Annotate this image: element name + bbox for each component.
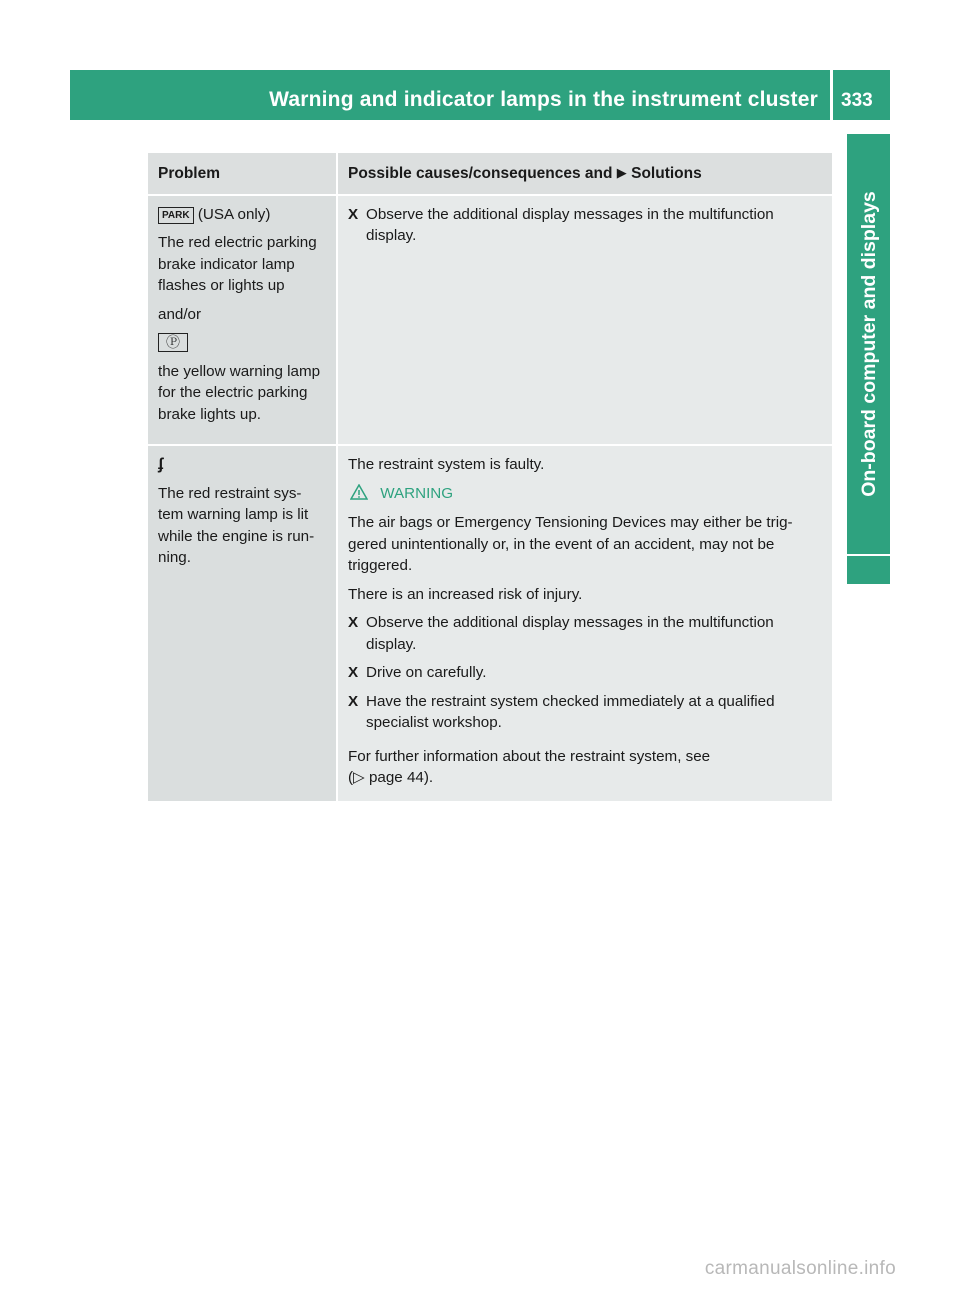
solution-step: [348, 612, 822, 655]
step-marker-icon: X: [348, 692, 359, 710]
section-side-tab: [847, 134, 890, 554]
side-tab-marker: [847, 556, 890, 584]
further-info-text: For further information about the restraint system, see: [348, 747, 711, 765]
solution-step: [348, 662, 822, 684]
page-reference-link[interactable]: (▷ page 44).: [348, 769, 434, 786]
warning-triangle-icon: [350, 484, 368, 500]
problem-connector: and/or: [158, 305, 202, 323]
column-header-solutions-label: Possible causes/consequences and: [348, 165, 613, 182]
cause-text: The restraint system is faulty.: [348, 456, 545, 473]
problem-icon-line: [158, 454, 326, 476]
risk-text: There is an increased risk of injury.: [348, 585, 583, 603]
warning-label: WARNING: [380, 484, 454, 502]
column-header-solutions-suffix: Solutions: [631, 165, 702, 182]
step-text: Have the restraint system checked immediately at a qualified specialist workshop.: [366, 692, 775, 731]
column-header-solutions: [337, 153, 832, 195]
problem-text: The red electric parking brake indicator lamp flashes or lights up: [158, 234, 317, 294]
parking-brake-p-icon: Ⓟ: [158, 333, 188, 352]
step-text: Observe the additional display messages in the multifunction display.: [366, 614, 774, 653]
lamp-table: [148, 153, 832, 803]
page-number-box: [833, 70, 890, 120]
warning-text: The air bags or Emergency Tensioning Devices may either be trig-gered unintentionally or, in the event of an accident, may not be triggered.: [348, 514, 793, 574]
solution-cell: [337, 195, 832, 446]
problem-cell: [148, 445, 337, 802]
watermark: carmanualsonline.info: [704, 1258, 896, 1279]
step-text: Drive on carefully.: [366, 664, 487, 681]
usa-only-note: (USA only): [197, 205, 271, 223]
step-marker-icon: X: [348, 664, 359, 681]
table-row: [148, 445, 832, 802]
problem-text: the yellow warning lamp for the electric parking brake lights up.: [158, 362, 321, 423]
header-bar: [70, 70, 830, 120]
step-marker-icon: X: [348, 205, 359, 223]
page-title: Warning and indicator lamps in the instrument cluster: [269, 88, 818, 111]
table-header-row: [148, 153, 832, 195]
section-side-tab-label: On-board computer and displays: [857, 191, 880, 497]
restraint-system-icon: ʄ: [158, 456, 164, 473]
solution-cell: [337, 445, 832, 802]
column-header-problem: Problem: [148, 153, 337, 195]
page-number: 333: [841, 90, 873, 111]
park-brake-icon: PARK: [158, 207, 194, 224]
problem-icon-line: [158, 332, 326, 354]
solution-arrow-icon: ▶: [616, 165, 627, 180]
step-marker-icon: X: [348, 614, 359, 631]
problem-text: The red restraint sys-tem warning lamp is lit while the engine is run-ning.: [158, 484, 315, 566]
warning-heading: [348, 483, 822, 505]
problem-icon-line: [158, 204, 326, 226]
further-info: [348, 746, 822, 789]
solution-step: [348, 691, 822, 734]
step-text: Observe the additional display messages in the multifunction display.: [366, 205, 774, 244]
problem-cell: [148, 195, 337, 446]
table-row: [148, 195, 832, 446]
solution-step: [348, 204, 822, 247]
